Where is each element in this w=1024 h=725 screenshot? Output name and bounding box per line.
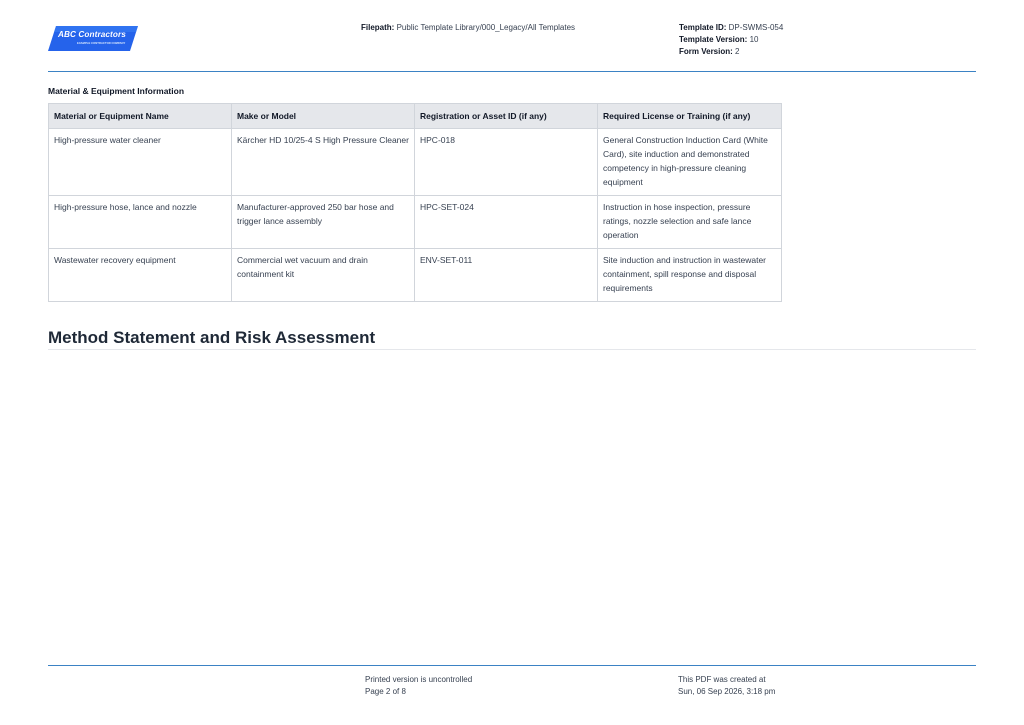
table-cell-registration-id: HPC-018	[415, 129, 598, 196]
method-statement-divider	[48, 349, 976, 350]
column-header-required-license: Required License or Training (if any)	[598, 104, 782, 129]
column-header-registration-id: Registration or Asset ID (if any)	[415, 104, 598, 129]
template-id-row	[679, 22, 783, 34]
filepath-label: Filepath:	[361, 23, 395, 32]
form-version-label: Form Version:	[679, 47, 733, 56]
created-timestamp: Sun, 06 Sep 2026, 3:18 pm	[678, 687, 776, 696]
header-divider	[48, 71, 976, 72]
column-header-material-name: Material or Equipment Name	[49, 104, 232, 129]
table-header	[49, 104, 782, 129]
table-cell-registration-id: HPC-SET-024	[415, 196, 598, 249]
table-cell-registration-id: ENV-SET-011	[415, 249, 598, 302]
filepath	[361, 22, 575, 34]
column-header-make-model: Make or Model	[232, 104, 415, 129]
material-equipment-table	[48, 103, 782, 302]
form-version-row	[679, 46, 783, 58]
template-id-label: Template ID:	[679, 23, 727, 32]
company-logo-name: ABC Contractors	[58, 30, 126, 39]
table-cell-required-license: Site induction and instruction in wastewater containment, spill response and disposal requirements	[598, 249, 782, 302]
template-metadata	[679, 22, 783, 58]
filepath-value: Public Template Library/000_Legacy/All Templates	[396, 23, 576, 32]
template-version-value: 10	[749, 35, 759, 44]
table-cell-material-name: High-pressure water cleaner	[49, 129, 232, 196]
footer-print-info	[365, 674, 472, 698]
material-equipment-title: Material & Equipment Information	[48, 86, 185, 96]
company-logo-tagline: EXAMPLE CONTRACTOR COMPANY	[77, 42, 126, 45]
form-version-value: 2	[735, 47, 740, 56]
table-header-row	[49, 104, 782, 129]
table-cell-material-name: High-pressure hose, lance and nozzle	[49, 196, 232, 249]
footer-created-info	[678, 674, 775, 698]
page-number: Page 2 of 8	[365, 687, 406, 696]
template-version-label: Template Version:	[679, 35, 748, 44]
table-cell-make-model: Commercial wet vacuum and drain containment kit	[232, 249, 415, 302]
table-cell-make-model: Kärcher HD 10/25-4 S High Pressure Cleaner	[232, 129, 415, 196]
table-body	[49, 129, 782, 302]
footer-divider	[48, 665, 976, 666]
table-cell-required-license: Instruction in hose inspection, pressure ratings, nozzle selection and safe lance operation	[598, 196, 782, 249]
method-statement-heading: Method Statement and Risk Assessment	[48, 328, 376, 348]
table-cell-material-name: Wastewater recovery equipment	[49, 249, 232, 302]
template-id-value: DP-SWMS-054	[728, 23, 784, 32]
table-row	[49, 129, 782, 196]
material-equipment-table-wrapper	[48, 103, 781, 302]
company-logo	[48, 26, 138, 51]
uncontrolled-notice: Printed version is uncontrolled	[365, 675, 473, 684]
template-version-row	[679, 34, 783, 46]
table-cell-make-model: Manufacturer-approved 250 bar hose and trigger lance assembly	[232, 196, 415, 249]
table-row	[49, 196, 782, 249]
table-row	[49, 249, 782, 302]
table-cell-required-license: General Construction Induction Card (White Card), site induction and demonstrated competency in high-pressure cleaning equipment	[598, 129, 782, 196]
created-label: This PDF was created at	[678, 675, 766, 684]
